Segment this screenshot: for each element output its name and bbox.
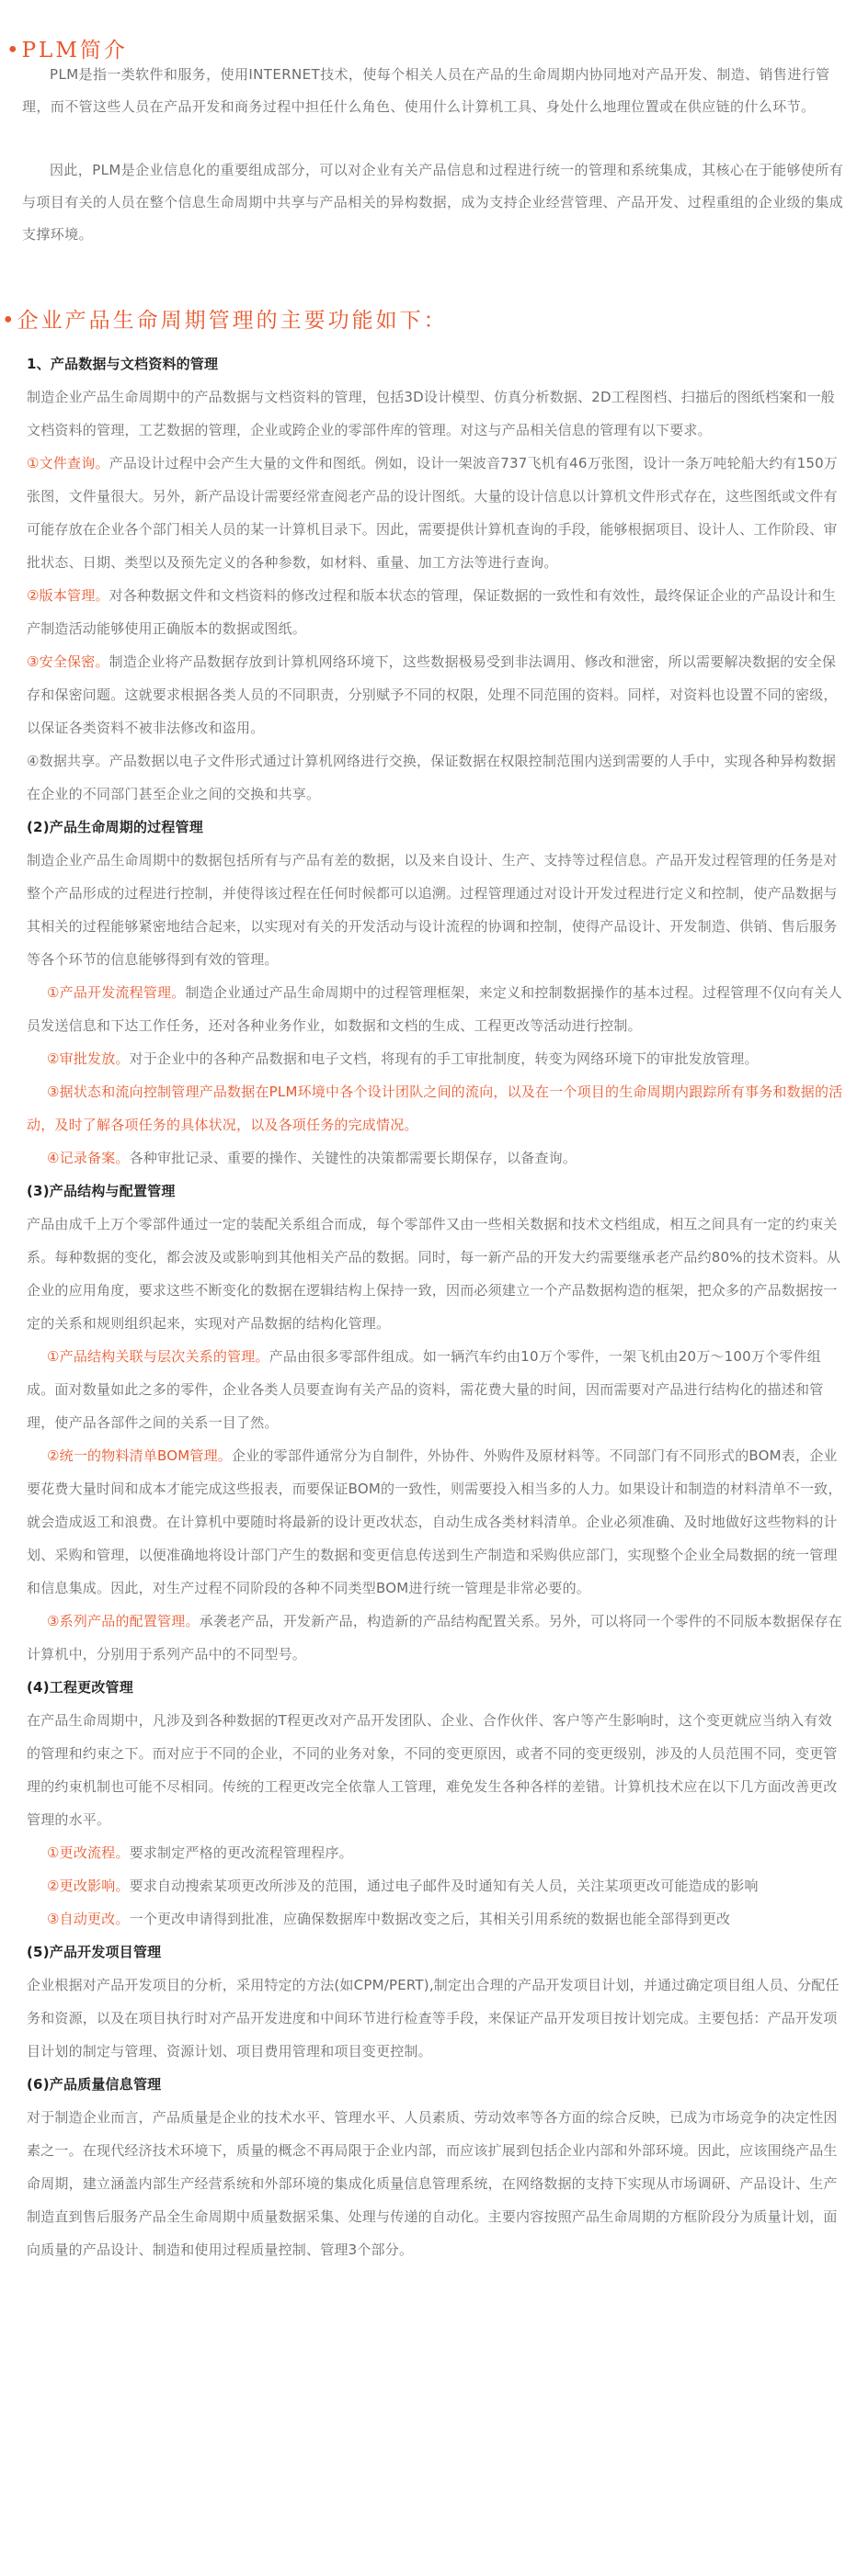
item-text: 对于企业中的各种产品数据和电子文档，将现有的手工审批制度，转变为网络环境下的审批发放管理。 — [129, 1050, 759, 1067]
section-intro: 制造企业产品生命周期中的数据包括所有与产品有差的数据，以及来自设计、生产、支持等过程信息。产品开发过程管理的任务是对整个产品形成的过程进行控制，并使得该过程在任何时候都可以追溯。过程管理通过对设计开发过程进行定义和控制，使产品数据与其相关的过程能够紧密地结合起来，以实现对有关的开发活动与设计流程的协调和控制，使得产品设计、开发制造、供销、售后服务等各个环节的信息能够得到有效的管理。 — [27, 852, 838, 968]
item-text: 制造企业将产品数据存放到计算机网络环境下，这些数据极易受到非法调用、修改和泄密，所以需要解决数据的安全保存和保密问题。这就要求根据各类人员的不同职责，分别赋予不同的权限，处理不同范围的资料。同样，对资料也设置不同的密级，以保证各类资料不被非法修改和盗用。 — [27, 653, 838, 736]
list-item — [27, 1869, 845, 1902]
item-text: 产品由很多零部件组成。如一辆汽车约由10万个零件，一架飞机由20万～100万个零件组成。面对数量如此之多的零件，企业各类人员要查询有关产品的资料，需花费大量的时间，因而需要对产品进行结构化的描述和管理，使产品各部件之间的关系一目了然。 — [27, 1348, 824, 1431]
item-label: ①文件查询。 — [27, 455, 109, 471]
functions-title: •企业产品生命周期管理的主要功能如下： — [2, 309, 448, 333]
item-text: ④数据共享。产品数据以电子文件形式通过计算机网络进行交换，保证数据在权限控制范围内送到需要的人手中，实现各种异构数据在企业的不同部门甚至企业之间的交换和共享。 — [27, 753, 837, 802]
item-label: ①产品开发流程管理。 — [47, 984, 186, 1001]
list-item — [27, 1836, 845, 1869]
section-heading: (4)工程更改管理 — [27, 1679, 133, 1696]
section-intro: 企业根据对产品开发项目的分析，采用特定的方法(如CPM/PERT),制定出合理的产品开发项目计划，并通过确定项目组人员、分配任务和资源，以及在项目执行时对产品开发进度和中间环节进行检查等手段，来保证产品开发项目按计划完成。主要包括：产品开发项目计划的制定与管理、资源计划、项目费用管理和项目变更控制。 — [27, 1977, 840, 2060]
list-item — [27, 1075, 845, 1141]
section-intro: 产品由成千上万个零部件通过一定的装配关系组合而成，每个零部件又由一些相关数据和技术文档组成，相互之间具有一定的约束关系。每种数据的变化，都会波及或影响到其他相关产品的数据。同时，每一新产品的开发大约需要继承老产品约80%的技术资料。从企业的应用角度，要求这些不断变化的数据在逻辑结构上保持一致，因而必须建立一个产品数据构造的框架，把众多的产品数据按一定的关系和规则组织起来，实现对产品数据的结构化管理。 — [27, 1216, 841, 1332]
item-label: ③据状态和流向控制管理产品数据在PLM环境中各个设计团队之间的流向，以及在一个项目的生命周期内跟踪所有事务和数据的活动，及时了解各项任务的具体状况，以及各项任务的完成情况。 — [27, 1084, 843, 1133]
list-item — [27, 645, 845, 744]
item-label: ③安全保密。 — [27, 653, 109, 670]
item-label: ④记录备案。 — [47, 1150, 130, 1166]
list-item — [27, 1439, 845, 1605]
item-text: 企业的零部件通常分为自制件，外协件、外购件及原材料等。不同部门有不同形式的BOM表，企业要花费大量时间和成本才能完成这些报表，而要保证BOM的一致性，则需要投入相当多的人力。如果设计和制造的材料清单不一致，就会造成返工和浪费。在计算机中要随时将最新的设计更改状态，自动生成各类材料清单。企业必须准确、及时地做好这些物料的计划、采购和管理，以便准确地将设计部门产生的数据和变更信息传送到生产制造和采购供应部门，实现整个企业全局数据的统一管理和信息集成。因此，对生产过程不同阶段的各种不同类型BOM进行统一管理是非常必要的。 — [27, 1447, 842, 1596]
item-label: ①产品结构关联与层次关系的管理。 — [47, 1348, 269, 1365]
item-text: 制造企业通过产品生命周期中的过程管理框架，来定义和控制数据操作的基本过程。过程管理不仅向有关人员发送信息和下达工作任务，还对各种业务作业，如数据和文档的生成、工程更改等活动进行控制。 — [27, 984, 842, 1034]
list-item — [27, 1340, 845, 1439]
list-item — [27, 447, 845, 579]
plm-intro-paragraph-2: 因此，PLM是企业信息化的重要组成部分，可以对企业有关产品信息和过程进行统一的管理和系统集成，其核心在于能够使所有与项目有关的人员在整个信息生命周期中共享与产品相关的异构数据，成为支持企业经营管理、产品开发、过程重组的企业级的集成支撑环境。 — [22, 162, 844, 243]
list-item — [27, 579, 845, 645]
item-text: 产品设计过程中会产生大量的文件和图纸。例如，设计一架波音737飞机有46万张图，设计一条万吨轮船大约有150万张图，文件量很大。另外，新产品设计需要经常查阅老产品的设计图纸。大量的设计信息以计算机文件形式存在，这些图纸或文件有可能存放在企业各个部门相关人员的某一计算机目录下。因此，需要提供计算机查询的手段，能够根据项目、设计人、工作阶段、审批状态、日期、类型以及预先定义的各种参数，如材料、重量、加工方法等进行查询。 — [27, 455, 839, 571]
list-item — [27, 976, 845, 1042]
item-label: ②版本管理。 — [27, 587, 109, 604]
item-text: 要求自动搜索某项更改所涉及的范围，通过电子邮件及时通知有关人员，关注某项更改可能造成的影响 — [129, 1878, 759, 1894]
plm-intro-title: •PLM简介 — [6, 39, 128, 62]
list-item — [27, 1605, 845, 1671]
item-text: 一个更改申请得到批准，应确保数据库中数据改变之后，其相关引用系统的数据也能全部得到更改 — [129, 1911, 731, 1927]
item-text: 对各种数据文件和文档资料的修改过程和版本状态的管理，保证数据的一致性和有效性，最终保证企业的产品设计和生产制造活动能够使用正确版本的数据或图纸。 — [27, 587, 837, 637]
item-text: 各种审批记录、重要的操作、关键性的决策都需要长期保存，以备查询。 — [129, 1150, 577, 1166]
section-intro: 制造企业产品生命周期中的产品数据与文档资料的管理，包括3D设计模型、仿真分析数据、2D工程图档、扫描后的图纸档案和一般文档资料的管理，工艺数据的管理，企业或跨企业的零部件库的管理。对这与产品相关信息的管理有以下要求。 — [27, 389, 835, 438]
item-label: ②统一的物料清单BOM管理。 — [47, 1447, 233, 1464]
section-intro: 对于制造企业而言，产品质量是企业的技术水平、管理水平、人员素质、劳动效率等各方面的综合反映，已成为市场竞争的决定性因素之一。在现代经济技术环境下，质量的概念不再局限于企业内部，而应该扩展到包括企业内部和外部环境。因此，应该围绕产品生命周期，建立涵盖内部生产经营系统和外部环境的集成化质量信息管理系统，在网络数据的支持下实现从市场调研、产品设计、生产制造直到售后服务产品全生命周期中质量数据采集、处理与传递的自动化。主要内容按照产品生命周期的方框阶段分为质量计划，面向质量的产品设计、制造和使用过程质量控制、管理3个部分。 — [27, 2109, 838, 2258]
list-item — [27, 1902, 845, 1935]
item-text: 要求制定严格的更改流程管理程序。 — [129, 1844, 353, 1861]
item-text: 承袭老产品，开发新产品，构造新的产品结构配置关系。另外，可以将同一个零件的不同版本数据保存在计算机中，分别用于系列产品中的不同型号。 — [27, 1613, 842, 1662]
section-heading: (2)产品生命周期的过程管理 — [27, 819, 203, 835]
functions-content — [27, 347, 845, 2266]
item-label: ②审批发放。 — [47, 1050, 130, 1067]
section-intro: 在产品生命周期中，凡涉及到各种数据的T程更改对产品开发团队、企业、合作伙伴、客户等产生影响时，这个变更就应当纳入有效的管理和约束之下。而对应于不同的企业，不同的业务对象，不同的变更原因，或者不同的变更级别，涉及的人员范围不同，变更管理的约束机制也可能不尽相同。传统的工程更改完全依靠人工管理，难免发生各种各样的差错。计算机技术应在以下几方面改善更改管理的水平。 — [27, 1712, 838, 1828]
section-heading: 1、产品数据与文档资料的管理 — [27, 356, 219, 372]
section-heading: (6)产品质量信息管理 — [27, 2076, 162, 2093]
list-item — [27, 1141, 845, 1175]
plm-intro-paragraph-1: PLM是指一类软件和服务，使用INTERNET技术，使每个相关人员在产品的生命周期内协同地对产品开发、制造、销售进行管理，而不管这些人员在产品开发和商务过程中担任什么角色、使用什么计算机工具、身处什么地理位置或在供应链的什么环节。 — [22, 66, 830, 115]
item-label: ③系列产品的配置管理。 — [47, 1613, 200, 1629]
section-heading: (5)产品开发项目管理 — [27, 1944, 162, 1960]
section-heading: (3)产品结构与配置管理 — [27, 1183, 176, 1199]
item-label: ①更改流程。 — [47, 1844, 130, 1861]
item-label: ②更改影响。 — [47, 1878, 130, 1894]
item-label: ③自动更改。 — [47, 1911, 130, 1927]
list-item — [27, 1042, 845, 1075]
list-item — [27, 744, 845, 811]
